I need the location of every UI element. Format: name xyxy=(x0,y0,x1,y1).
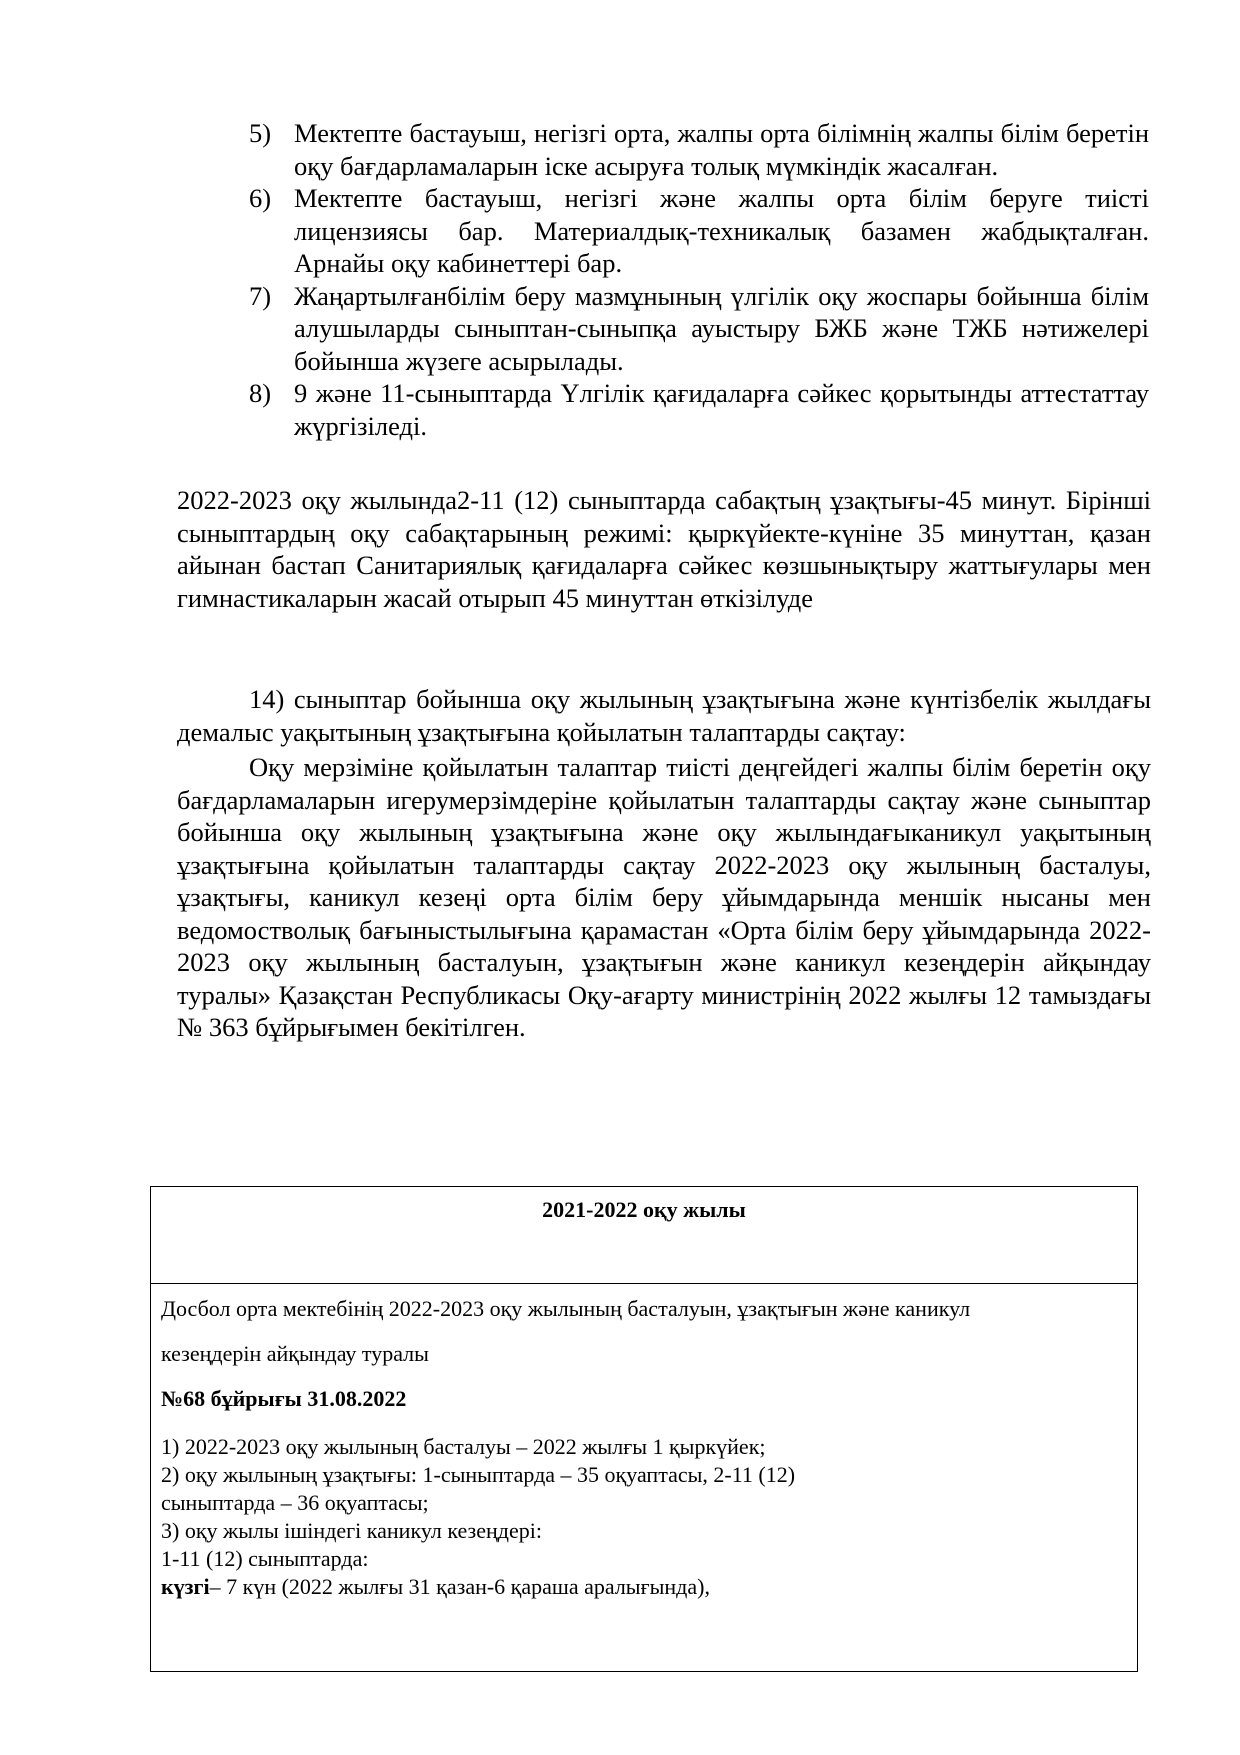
order-table xyxy=(150,1186,1138,1672)
list-item xyxy=(249,377,1149,442)
order-number: №68 бұйрығы 31.08.2022 xyxy=(161,1386,407,1411)
paragraph-requirements-heading: 14) сыныптар бойынша оқу жылының ұзақтығына және күнтізбелік жылдағы демалыс уақытының ұзақтығына қойылатын талаптарды сақтау: xyxy=(177,684,1151,747)
order-item: 2) оқу жылының ұзақтығы: 1-сыныптарда – 35 оқуаптасы, 2-11 (12) xyxy=(161,1462,796,1487)
order-item: сыныптарда – 36 оқуаптасы; xyxy=(161,1490,429,1515)
list-text: Жаңартылғанбілім беру мазмұнының үлгілік оқу жоспары бойынша білім алушыларды сыныптан-сыныпқа ауыстыру БЖБ және ТЖБ нәтижелері бойынша жүзеге асырылады. xyxy=(294,280,1149,376)
list-number: 8) xyxy=(249,378,272,408)
order-item: 1-11 (12) сыныптарда: xyxy=(161,1546,369,1571)
list-number: 5) xyxy=(249,118,272,148)
list-text: Мектепте бастауыш, негізгі орта, жалпы орта білімнің жалпы білім беретін оқу бағдарламаларын іске асыруға толық мүмкіндік жасалған. xyxy=(294,118,1149,181)
order-item: 1) 2022-2023 оқу жылының басталуы – 2022 жылғы 1 қыркүйек; xyxy=(161,1434,766,1459)
order-item-autumn xyxy=(161,1573,1127,1601)
paragraph-lesson-duration: 2022-2023 оқу жылында2-11 (12) сыныптарда сабақтың ұзақтығы-45 минут. Бірінші сыныптардың оқу сабақтарының режимі: қыркүйекте-күніне 35 минуттан, қазан айынан бастап Санитариялық қағидаларға сәйкес көзшынықтыру жаттығулары мен гимнастикаларын жасай отырып 45 минуттан өткізілуде xyxy=(177,485,1151,613)
list-item xyxy=(249,182,1149,280)
list-item xyxy=(249,117,1149,182)
autumn-label: күзгі xyxy=(161,1574,210,1599)
order-subject-line-1: Досбол орта мектебінің 2022-2023 оқу жылының басталуын, ұзақтығын және каникул xyxy=(161,1296,971,1321)
table-title: 2021-2022 оқу жылы xyxy=(542,1197,746,1222)
order-item: 3) оқу жылы ішіндегі каникул кезеңдері: xyxy=(161,1518,542,1543)
autumn-text: – 7 күн (2022 жылғы 31 қазан-6 қараша аралығында), xyxy=(209,1574,710,1599)
list-number: 7) xyxy=(249,280,272,311)
list-number: 6) xyxy=(249,183,272,213)
order-subject-line-2: кезеңдерін айқындау туралы xyxy=(161,1341,429,1366)
table-divider xyxy=(151,1283,1137,1284)
list-text: 9 және 11-сыныптарда Үлгілік қағидаларға сәйкес қорытынды аттестаттау жүргізіледі. xyxy=(294,378,1149,441)
paragraph-requirements-body: Оқу мерзіміне қойылатын талаптар тиісті деңгейдегі жалпы білім беретін оқу бағдарламаларын игерумерзімдеріне қойылатын талаптарды сақтау және сыныптар бойынша оқу жылының ұзақтығына және оқу жылындағыканикул уақытының ұзақтығына қойылатын талаптарды сақтау 2022-2023 оқу жылының басталуы, ұзақтығы, каникул кезеңі орта білім беру ұйымдарында меншік нысаны мен ведомостволық бағыныстылығына қарамастан «Орта білім беру ұйымдарында 2022-2023 оқу жылының басталуын, ұзақтығын және каникул кезеңдерін айқындау туралы» Қазақстан Республикасы Оқу-ағарту министрінің 2022 жылғы 12 тамыздағы № 363 бұйрығымен бекітілген. xyxy=(177,752,1151,1042)
list-text: Мектепте бастауыш, негізгі және жалпы орта білім беруге тиісті лицензиясы бар. Материалдық-техникалық базамен жабдықталған. Арнайы оқу кабинеттері бар. xyxy=(294,183,1149,278)
numbered-list xyxy=(249,117,1149,442)
list-item xyxy=(249,280,1149,378)
